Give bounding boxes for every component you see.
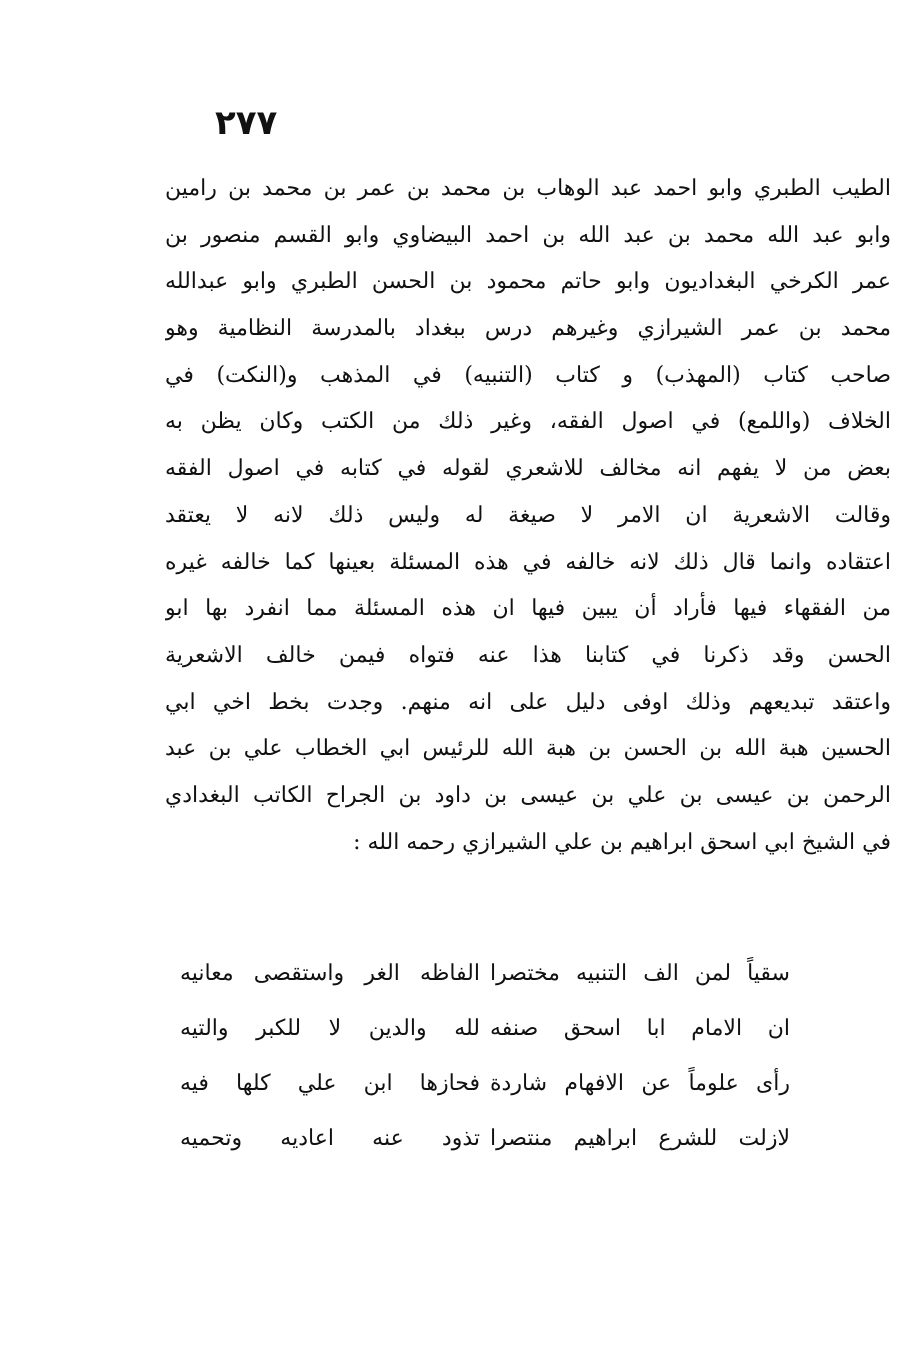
verse-second-hemistich: لله والدين لا للكبر والتيه [180,1016,480,1041]
text-line: اعتقاده وانما قال ذلك لانه خالفه في هذه المسئلة بعينها كما خالفه غيره [165,549,891,575]
text-line: الخلاف (واللمع) في اصول الفقه، وغير ذلك من الكتب وكان يظن به [165,409,891,435]
poem-verse [180,1111,790,1166]
text-line: عمر الكرخي البغداديون وابو حاتم محمود بن الحسن الطبري وابو عبدالله [165,269,891,295]
text-line: من الفقهاء فيها فأراد أن يبين فيها ان هذه المسئلة مما انفرد بها ابو [165,596,891,622]
verse-second-hemistich: الفاظه الغر واستقصى معانيه [180,961,480,986]
poem-verse [180,946,790,1001]
text-line: محمد بن عمر الشيرازي وغيرهم درس ببغداد بالمدرسة النظامية وهو [165,316,891,342]
poem-verse [180,1001,790,1056]
verse-first-hemistich: سقياً لمن الف التنبيه مختصرا [490,961,790,986]
verse-second-hemistich: فحازها ابن علي كلها فيه [180,1071,480,1096]
text-line: وقالت الاشعرية ان الامر لا صيغة له وليس ذلك لانه لا يعتقد [165,502,891,528]
poem-verse [180,1056,790,1111]
text-line: واعتقد تبديعهم وذلك اوفى دليل على انه منهم. وجدت بخط اخي ابي [165,689,891,715]
page-number: ٢٧٧ [215,103,278,143]
text-line: صاحب كتاب (المهذب) و كتاب (التنبيه) في المذهب و(النكت) في [165,362,891,388]
text-line: الحسن وقد ذكرنا في كتابنا هذا عنه فتواه فيمن خالف الاشعرية [165,642,891,668]
text-line: في الشيخ ابي اسحق ابراهيم بن علي الشيرازي رحمه الله : [353,829,891,855]
poem [180,946,790,1166]
verse-first-hemistich: ان الامام ابا اسحق صنفه [490,1016,790,1041]
verse-first-hemistich: رأى علوماً عن الافهام شاردة [490,1071,790,1096]
verse-first-hemistich: لازلت للشرع ابراهيم منتصرا [490,1126,790,1151]
text-line: الطيب الطبري وابو احمد عبد الوهاب بن محمد بن عمر بن محمد بن رامين [165,176,891,201]
text-line: وابو عبد الله محمد بن عبد الله بن احمد البيضاوي وابو القسم منصور بن [165,222,891,248]
prose-body [165,166,891,866]
text-line: بعض من لا يفهم انه مخالف للاشعري لقوله في كتابه في اصول الفقه [165,456,891,482]
text-line: الحسين هبة الله بن الحسن بن هبة الله للرئيس ابي الخطاب علي بن عبد [165,736,891,762]
verse-second-hemistich: تذود عنه اعاديه وتحميه [180,1126,480,1151]
text-line: الرحمن بن عيسى بن علي بن عيسى بن داود بن الجراح الكاتب البغدادي [165,782,891,808]
